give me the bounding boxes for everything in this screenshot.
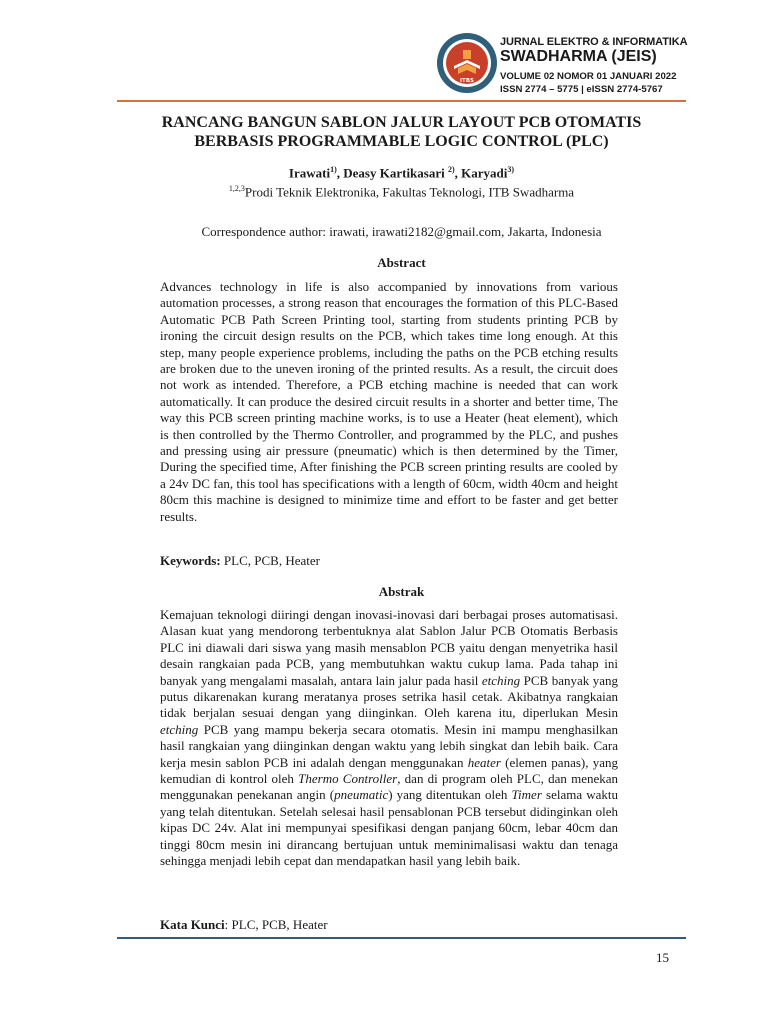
abstrak-heading: Abstrak: [378, 584, 425, 599]
abstrak-text: [160, 607, 618, 870]
author-name: Irawati: [288, 165, 331, 181]
correspondence: Correspondence author: irawati, irawati2182@gmail.com, Jakarta, Indonesia: [201, 224, 602, 239]
kata-kunci-label: Kata Kunci: [160, 917, 225, 932]
italic-term: Thermo Controller: [298, 771, 398, 787]
paper-title-line1: RANCANG BANGUN SABLON JALUR LAYOUT PCB OTOMATIS: [161, 114, 642, 131]
author-sup: 1): [330, 165, 337, 174]
journal-issn: ISSN 2774 – 5775 | eISSN 2774-5767: [500, 84, 663, 95]
affiliation: [117, 184, 686, 200]
text-run: ) yang ditentukan oleh: [388, 787, 512, 803]
italic-term: pneumatic: [334, 787, 389, 803]
italic-term: Timer: [511, 787, 542, 803]
italic-term: etching: [160, 721, 199, 737]
page-number: 15: [656, 950, 669, 965]
header-rule: [117, 100, 686, 102]
italic-term: heater: [467, 754, 501, 770]
author-sup: 3): [507, 165, 515, 174]
keywords-label: Keywords:: [160, 553, 221, 568]
affiliation-text: Prodi Teknik Elektronika, Fakultas Teknologi, ITB Swadharma: [244, 184, 575, 200]
journal-header: [0, 0, 768, 100]
author-name: Karyadi: [461, 165, 508, 181]
text-run: PCB yang mampu bekerja secara otomatis. Mesin ini mampu menghasilkan hasil rangkaian yang diinginkan dengan waktu yang lebih singkat dan lebih baik. Cara kerja mesin sablon PCB ini adalah dengan menggunakan: [160, 721, 618, 770]
journal-name-line2: SWADHARMA (JEIS): [500, 48, 657, 65]
italic-term: etching: [481, 672, 521, 688]
itbs-logo: [436, 32, 498, 94]
text-run: (elemen panas), yang kemudian di kontrol oleh: [160, 754, 618, 787]
text-run: selama waktu yang telah ditentukan. Setelah selesai hasil pensablonan PCB tersebut didinginkan oleh kipas DC 24v. Alat ini mempunyai spesifikasi dengan panjang 60cm, lebar 40cm dan tinggi 80cm mesin ini dirancang bertujuan untuk meminimalisasi waktu dan tenaga sehingga menjadi lebih cepat dan mendapatkan hasil yang lebih baik.: [160, 787, 618, 869]
journal-name-line1: JURNAL ELEKTRO & INFORMATIKA: [500, 36, 688, 48]
logo-center-text: ITBS: [460, 78, 474, 84]
kata-kunci: [160, 917, 328, 933]
abstract-text: Advances technology in life is also accompanied by innovations from various automation processes, a strong reason that encourages the formation of this PLC-Based Automatic PCB Path Screen Printing tool, starting from students printing PCB by ironing the circuit design results on the PCB, which takes time long enough. At this step, many people experience problems, including the paths on the PCB etching results are broken due to the uneven ironing of the printed results. As a result, the circuit does not work as intended. Therefore, a PCB etching machine is needed that can work automatically. It can produce the desired circuit results in a shorter and better time, The way this PCB screen printing machine works, is to use a Heater (heat element), which is then controlled by the Thermo Controller, and programmed by the PLC, and pushes and pressing using air pressure (pneumatic) which is then determined by the Timer, During the specified time, After finishing the PCB screen printing results are cooled by a 24v DC fan, this tool has specifications with a length of 60cm, width 40cm and height 80cm this machine is designed to minimize time and effort to be faster and get better results.: [160, 279, 618, 524]
kata-kunci-text: : PLC, PCB, Heater: [224, 917, 328, 932]
journal-volume: VOLUME 02 NOMOR 01 JANUARI 2022: [500, 71, 677, 82]
abstract-heading: Abstract: [377, 255, 426, 270]
text-run: Kemajuan teknologi diiringi dengan inovasi-inovasi dari berbagai proses automatisasi. Alasan kuat yang mendorong terbentuknya alat Sablon Jalur PCB Otomatis Berbasis PLC ini diawali dari siswa yang masih mensablon PCB yaitu dengan menyetrika hasil desain rangkaian pada PCB, yang membutuhkan waktu cukup lama. Pada tahap ini banyak yang mengalami masalah, antara lain jalur pada hasil: [160, 607, 618, 688]
footer-rule: [117, 937, 686, 939]
affiliation-sup: 1,2,3: [228, 184, 245, 193]
keywords-text: PLC, PCB, Heater: [220, 553, 320, 568]
keywords: [160, 553, 320, 569]
text-run: , dan di program oleh PLC, dan menekan menggunakan penekanan angin (: [160, 771, 619, 803]
text-run: PCB banyak yang putus dikarenakan kurang meratanya proses setrika hasil cetak. Akibatnya rangkaian tidak berjalan sesuai dengan yang diinginkan. Oleh karena itu, diperlukan Mesin: [160, 672, 618, 721]
author-list: Irawati$^{1)}$, Deasy Kartikasari $^{2)}$, Karyadi$^{3)}$: [288, 165, 515, 181]
author-name: Deasy Kartikasari: [343, 165, 445, 181]
author-sup: 2): [447, 165, 455, 174]
paper-title-line2: BERBASIS PROGRAMMABLE LOGIC CONTROL (PLC): [194, 133, 609, 150]
